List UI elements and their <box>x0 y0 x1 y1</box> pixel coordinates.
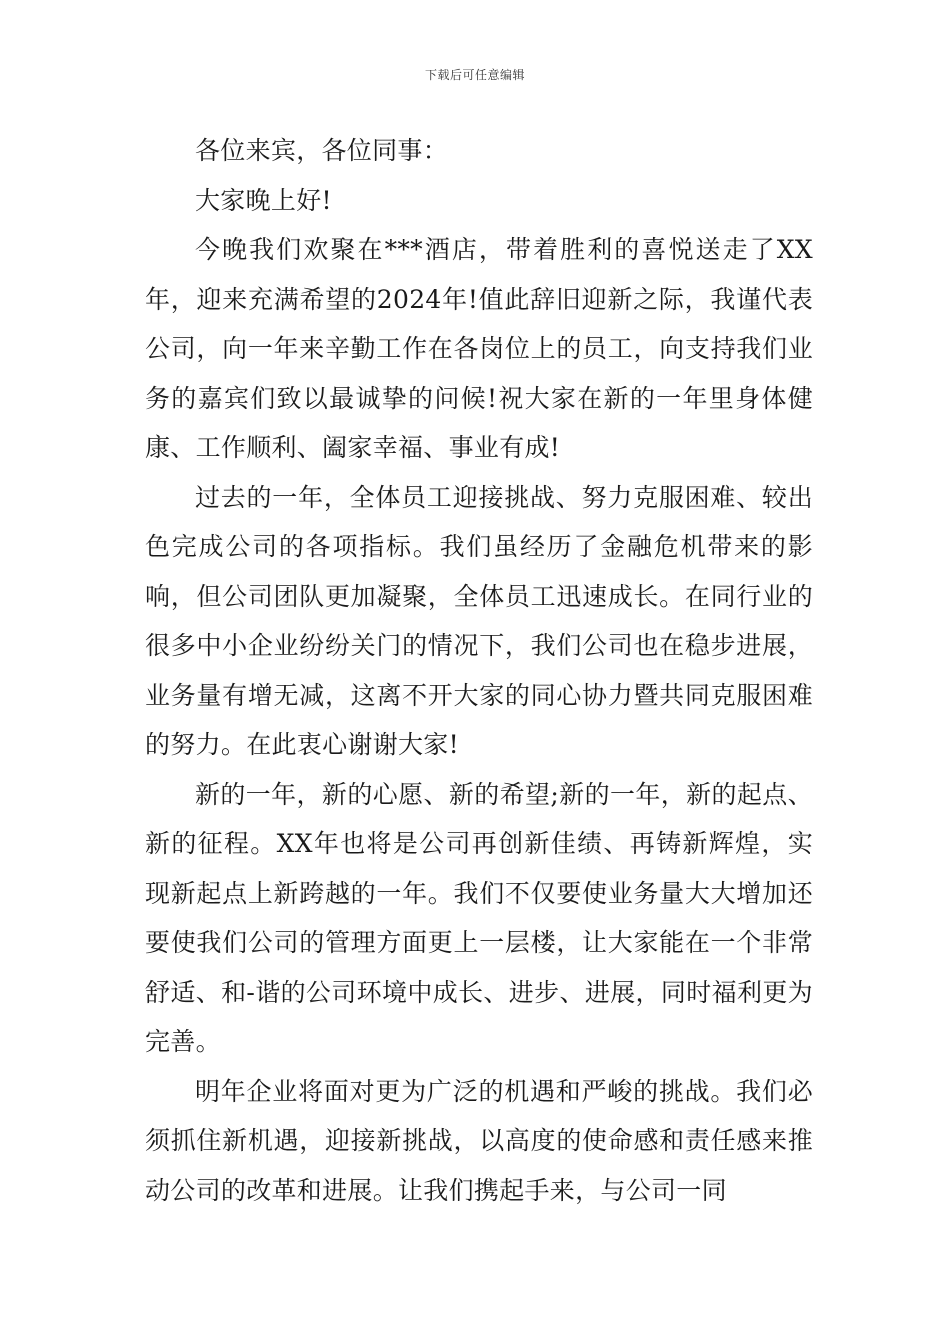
paragraph-outlook: 明年企业将面对更为广泛的机遇和严峻的挑战。我们必须抓住新机遇，迎接新挑战，以高度的使命感和责任感来推动公司的改革和进展。让我们携起手来，与公司一同 <box>145 1076 813 1205</box>
salutation: 各位来宾，各位同事： <box>195 136 449 165</box>
header-note: 下载后可任意编辑 <box>424 68 525 82</box>
paragraph-past-year: 过去的一年，全体员工迎接挑战、努力克服困难、较出色完成公司的各项指标。我们虽经历了金融危机带来的影响，但公司团队更加凝聚，全体员工迅速成长。在同行业的很多中小企业纷纷关门的情况下，我们公司也在稳步进展，业务量有增无减，这离不开大家的同心协力暨共同克服困难的努力。在此衷心谢谢大家! <box>145 482 813 759</box>
paragraph-new-year: 新的一年，新的心愿、新的希望;新的一年，新的起点、新的征程。XX年也将是公司再创新佳绩、再铸新辉煌，实现新起点上新跨越的一年。我们不仅要使业务量大大增加还要使我们公司的管理方面更上一层楼，让大家能在一个非常舒适、和-谐的公司环境中成长、进步、进展，同时福利更为完善。 <box>145 779 813 1056</box>
document-body <box>145 126 813 1215</box>
paragraph-opening: 今晚我们欢聚在***酒店，带着胜利的喜悦送走了XX年，迎来充满希望的2024年!值此辞旧迎新之际，我谨代表公司，向一年来辛勤工作在各岗位上的员工，向支持我们业务的嘉宾们致以最诚挚的问候!祝大家在新的一年里身体健康、工作顺利、阖家幸福、事业有成! <box>145 235 813 462</box>
greeting: 大家晚上好! <box>195 185 332 215</box>
